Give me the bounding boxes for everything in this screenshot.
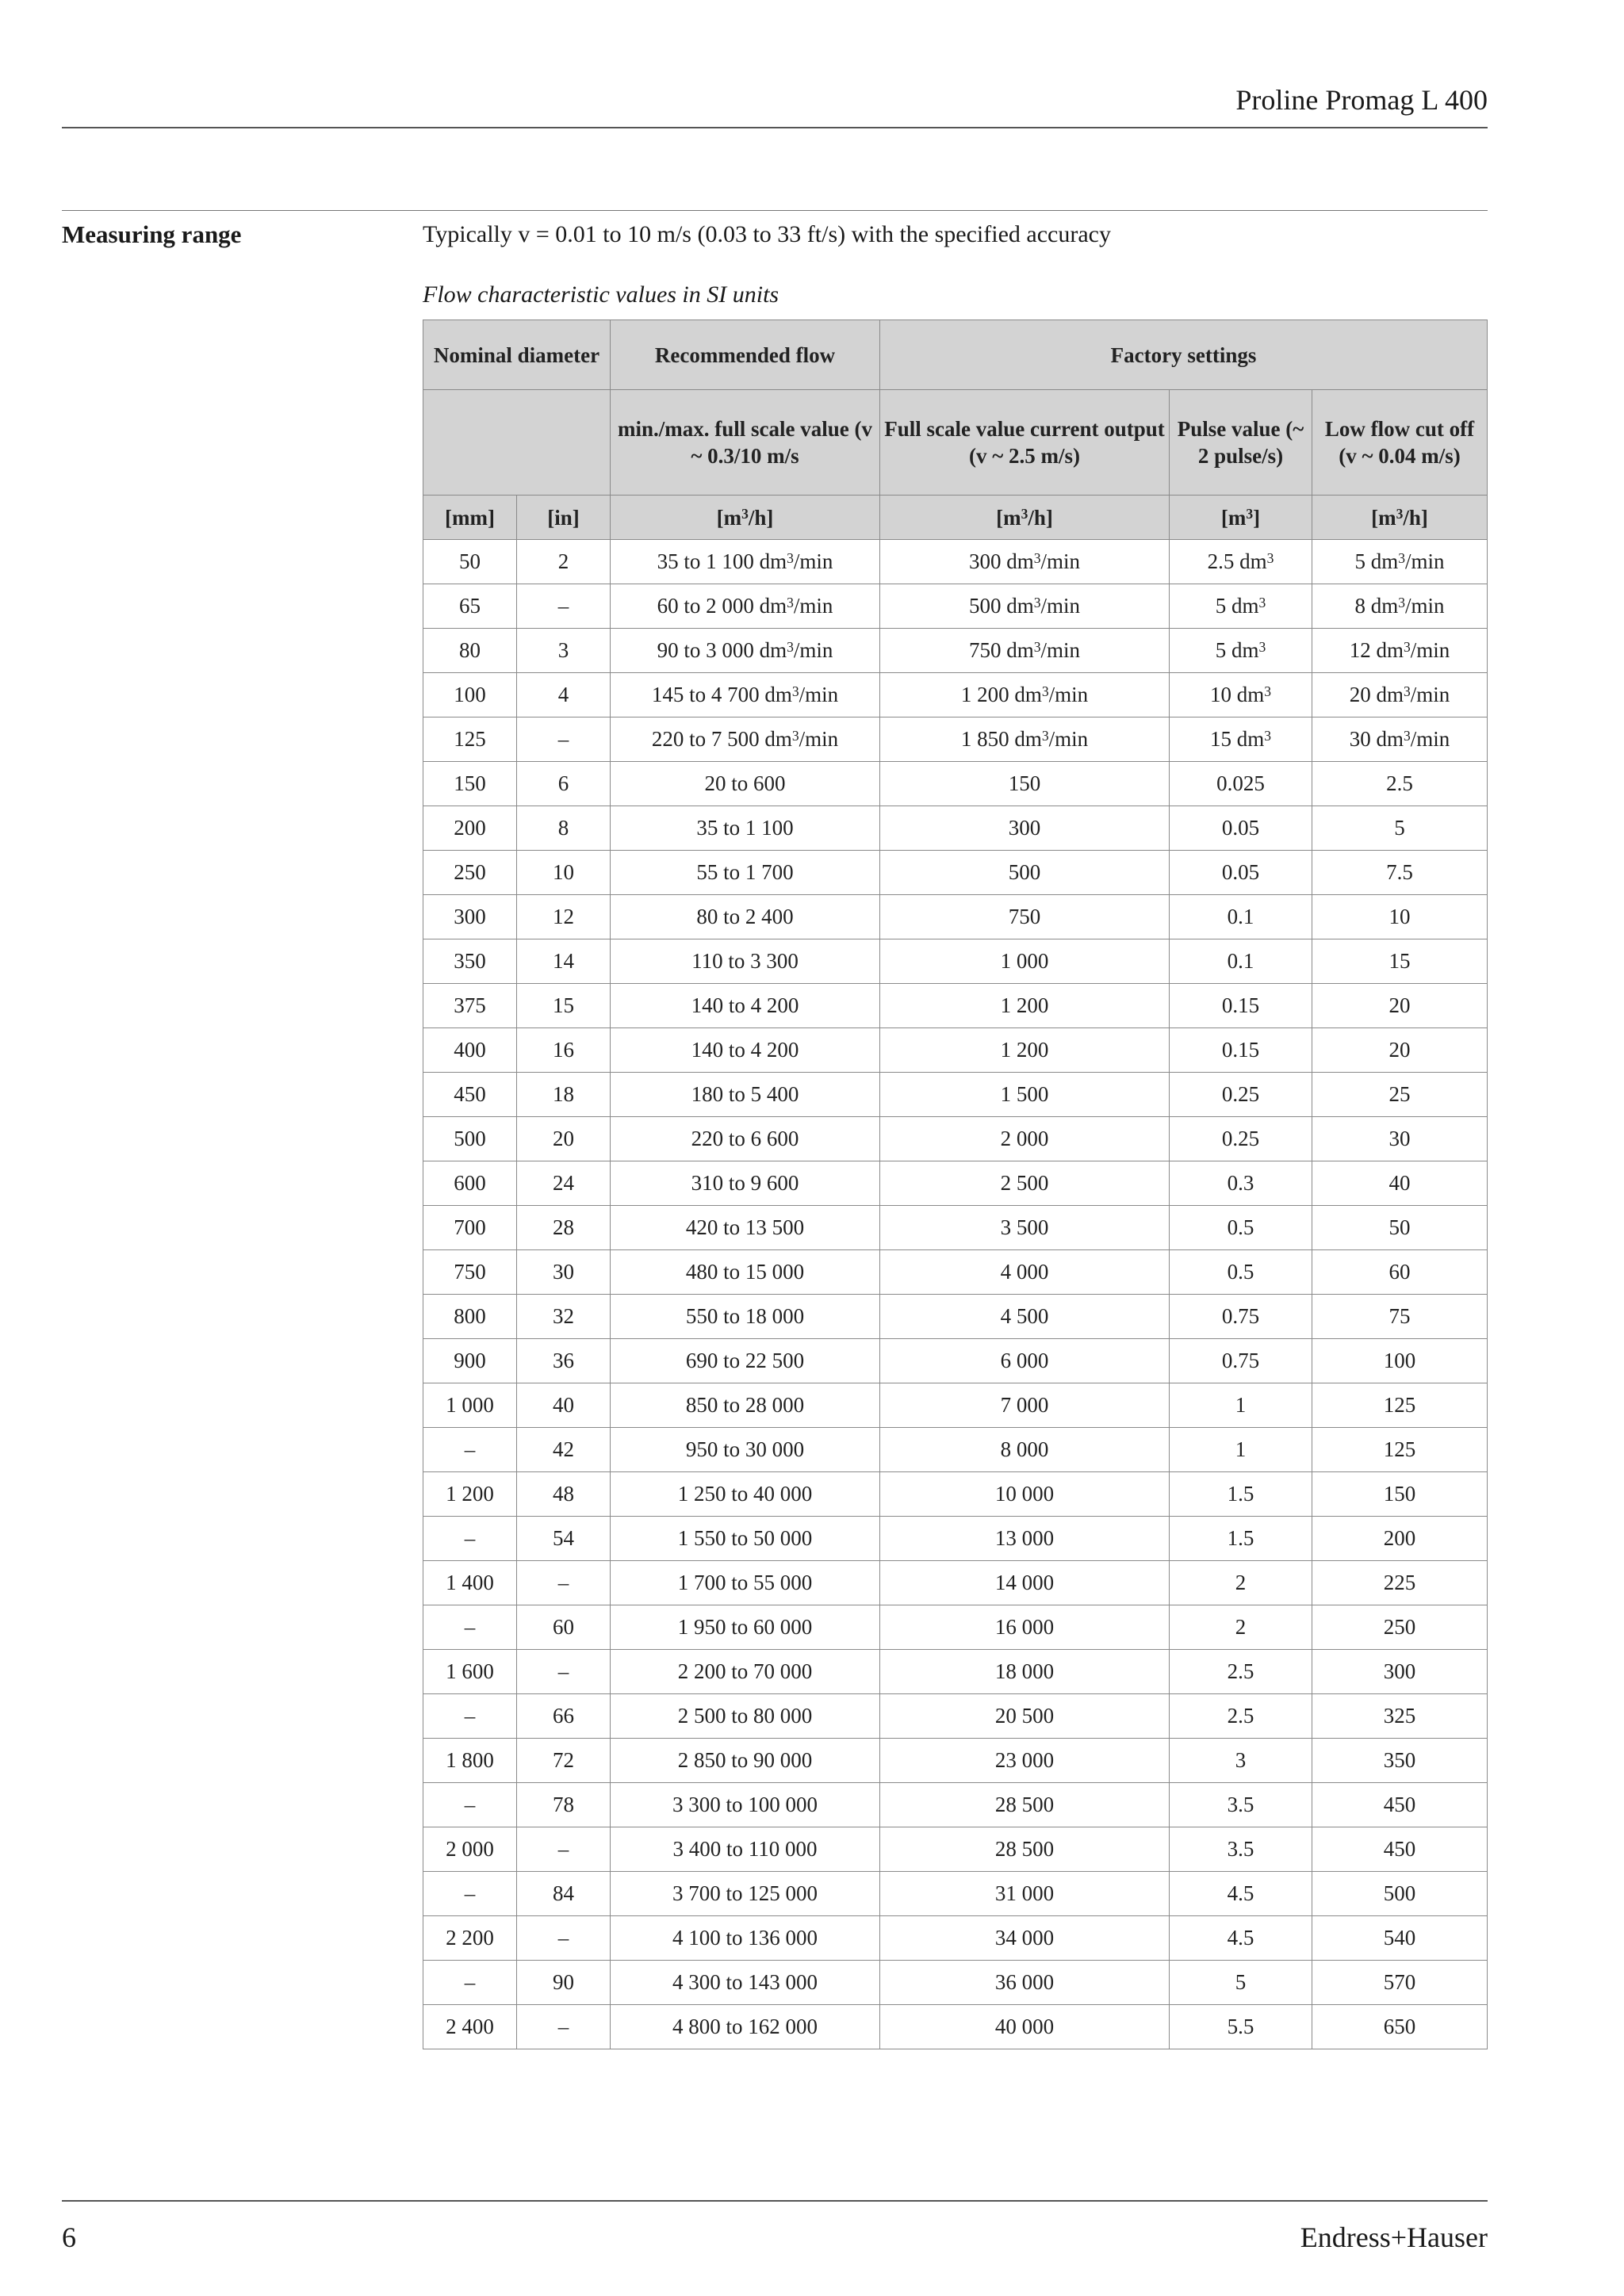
cell-recommended-flow: 140 to 4 200: [611, 984, 880, 1028]
table-row: [423, 1073, 1488, 1117]
header-factory-settings: Factory settings: [880, 320, 1488, 390]
cell-dn-mm: 250: [423, 851, 517, 895]
cell-dn-in: –: [517, 584, 611, 629]
cell-recommended-flow: 3 400 to 110 000: [611, 1827, 880, 1872]
cell-dn-mm: 80: [423, 629, 517, 673]
cell-dn-mm: 900: [423, 1339, 517, 1383]
table-row: [423, 673, 1488, 718]
cell-dn-in: 14: [517, 939, 611, 984]
flow-values-table: [423, 320, 1488, 2049]
cell-dn-in: 84: [517, 1872, 611, 1916]
header-rule: [62, 127, 1488, 128]
unit-pulse: $[m^3]$: [1170, 496, 1312, 540]
cell-pulse-value: 2.5 $dm^3$: [1170, 540, 1312, 584]
cell-pulse-value: 0.75: [1170, 1339, 1312, 1383]
cell-dn-in: 36: [517, 1339, 611, 1383]
cell-dn-mm: 600: [423, 1161, 517, 1206]
cell-low-flow-cut-off: 12 $dm^3/\min$: [1312, 629, 1488, 673]
cell-pulse-value: 2: [1170, 1605, 1312, 1650]
cell-recommended-flow: 180 to 5 400: [611, 1073, 880, 1117]
table-row: [423, 1694, 1488, 1739]
cell-pulse-value: 0.15: [1170, 984, 1312, 1028]
cell-low-flow-cut-off: 125: [1312, 1383, 1488, 1428]
cell-low-flow-cut-off: 60: [1312, 1250, 1488, 1295]
cell-recommended-flow: 4 800 to 162 000: [611, 2005, 880, 2049]
cell-recommended-flow: 3 300 to 100 000: [611, 1783, 880, 1827]
cell-dn-in: 8: [517, 806, 611, 851]
cell-recommended-flow: 80 to 2 400: [611, 895, 880, 939]
cell-full-scale-value: 1 500: [880, 1073, 1170, 1117]
footer-rule: [62, 2200, 1488, 2202]
cell-dn-mm: 200: [423, 806, 517, 851]
table-row: [423, 1117, 1488, 1161]
cell-recommended-flow: 220 to 7 500 $dm^3/\min$: [611, 718, 880, 762]
cell-full-scale-value: 13 000: [880, 1517, 1170, 1561]
table-row: [423, 1783, 1488, 1827]
cell-dn-mm: 125: [423, 718, 517, 762]
unit-low-flow: $[m^3/h]$: [1312, 496, 1488, 540]
table-row: [423, 2005, 1488, 2049]
cell-low-flow-cut-off: 500: [1312, 1872, 1488, 1916]
cell-pulse-value: 5 $dm^3$: [1170, 584, 1312, 629]
table-row: [423, 1916, 1488, 1961]
cell-dn-in: 54: [517, 1517, 611, 1561]
cell-dn-mm: 750: [423, 1250, 517, 1295]
table-row: [423, 718, 1488, 762]
cell-pulse-value: 0.025: [1170, 762, 1312, 806]
table-row: [423, 1561, 1488, 1605]
cell-low-flow-cut-off: 15: [1312, 939, 1488, 984]
cell-pulse-value: 4.5: [1170, 1872, 1312, 1916]
cell-dn-mm: –: [423, 1694, 517, 1739]
cell-recommended-flow: 2 200 to 70 000: [611, 1650, 880, 1694]
page-number: 6: [62, 2221, 76, 2253]
cell-low-flow-cut-off: 50: [1312, 1206, 1488, 1250]
cell-dn-mm: 350: [423, 939, 517, 984]
cell-full-scale-value: 4 500: [880, 1295, 1170, 1339]
cell-dn-mm: 100: [423, 673, 517, 718]
cell-pulse-value: 1.5: [1170, 1472, 1312, 1517]
unit-full-scale: $[m^3/h]$: [880, 496, 1170, 540]
cell-dn-in: 60: [517, 1605, 611, 1650]
cell-low-flow-cut-off: 7.5: [1312, 851, 1488, 895]
cell-full-scale-value: 2 000: [880, 1117, 1170, 1161]
cell-full-scale-value: 20 500: [880, 1694, 1170, 1739]
cell-low-flow-cut-off: 30 $dm^3/\min$: [1312, 718, 1488, 762]
cell-full-scale-value: 2 500: [880, 1161, 1170, 1206]
table-row: [423, 1961, 1488, 2005]
cell-dn-in: –: [517, 1827, 611, 1872]
cell-low-flow-cut-off: 150: [1312, 1472, 1488, 1517]
cell-low-flow-cut-off: 540: [1312, 1916, 1488, 1961]
cell-full-scale-value: 750 $dm^3/\min$: [880, 629, 1170, 673]
cell-dn-mm: 2 200: [423, 1916, 517, 1961]
unit-mm: [mm]: [423, 496, 517, 540]
cell-full-scale-value: 3 500: [880, 1206, 1170, 1250]
header-pulse-value: Pulse value (~ 2 pulse/s): [1170, 390, 1312, 496]
cell-recommended-flow: 310 to 9 600: [611, 1161, 880, 1206]
cell-low-flow-cut-off: 125: [1312, 1428, 1488, 1472]
table-caption: Flow characteristic values in SI units: [423, 281, 779, 308]
cell-dn-mm: –: [423, 1517, 517, 1561]
cell-full-scale-value: 1 200 $dm^3/\min$: [880, 673, 1170, 718]
cell-recommended-flow: 220 to 6 600: [611, 1117, 880, 1161]
cell-full-scale-value: 500: [880, 851, 1170, 895]
cell-dn-mm: 2 400: [423, 2005, 517, 2049]
cell-full-scale-value: 14 000: [880, 1561, 1170, 1605]
cell-dn-mm: 1 400: [423, 1561, 517, 1605]
cell-dn-in: 18: [517, 1073, 611, 1117]
cell-dn-mm: 1 000: [423, 1383, 517, 1428]
cell-dn-in: –: [517, 1650, 611, 1694]
cell-full-scale-value: 1 000: [880, 939, 1170, 984]
cell-pulse-value: 5 $dm^3$: [1170, 629, 1312, 673]
cell-full-scale-value: 34 000: [880, 1916, 1170, 1961]
cell-pulse-value: 2: [1170, 1561, 1312, 1605]
cell-dn-mm: 150: [423, 762, 517, 806]
cell-dn-mm: 2 000: [423, 1827, 517, 1872]
cell-low-flow-cut-off: 570: [1312, 1961, 1488, 2005]
table-row: [423, 1739, 1488, 1783]
cell-pulse-value: 5: [1170, 1961, 1312, 2005]
cell-low-flow-cut-off: 100: [1312, 1339, 1488, 1383]
cell-recommended-flow: 35 to 1 100 $dm^3/\min$: [611, 540, 880, 584]
cell-pulse-value: 10 $dm^3$: [1170, 673, 1312, 718]
table-row: [423, 1161, 1488, 1206]
cell-low-flow-cut-off: 450: [1312, 1827, 1488, 1872]
cell-full-scale-value: 10 000: [880, 1472, 1170, 1517]
table-row: [423, 1872, 1488, 1916]
table-row: [423, 984, 1488, 1028]
cell-pulse-value: 0.15: [1170, 1028, 1312, 1073]
table-row: [423, 1339, 1488, 1383]
cell-pulse-value: 2.5: [1170, 1694, 1312, 1739]
cell-dn-in: –: [517, 2005, 611, 2049]
cell-low-flow-cut-off: 350: [1312, 1739, 1488, 1783]
cell-pulse-value: 0.5: [1170, 1206, 1312, 1250]
cell-dn-mm: –: [423, 1428, 517, 1472]
cell-dn-in: 78: [517, 1783, 611, 1827]
cell-full-scale-value: 8 000: [880, 1428, 1170, 1472]
cell-dn-in: –: [517, 718, 611, 762]
cell-low-flow-cut-off: 25: [1312, 1073, 1488, 1117]
cell-recommended-flow: 480 to 15 000: [611, 1250, 880, 1295]
cell-recommended-flow: 4 300 to 143 000: [611, 1961, 880, 2005]
cell-dn-mm: –: [423, 1605, 517, 1650]
cell-dn-mm: 1 200: [423, 1472, 517, 1517]
cell-low-flow-cut-off: 8 $dm^3/\min$: [1312, 584, 1488, 629]
cell-recommended-flow: 20 to 600: [611, 762, 880, 806]
cell-pulse-value: 0.1: [1170, 939, 1312, 984]
cell-full-scale-value: 1 200: [880, 984, 1170, 1028]
cell-full-scale-value: 7 000: [880, 1383, 1170, 1428]
cell-recommended-flow: 1 250 to 40 000: [611, 1472, 880, 1517]
unit-in: [in]: [517, 496, 611, 540]
cell-pulse-value: 1: [1170, 1428, 1312, 1472]
cell-pulse-value: 2.5: [1170, 1650, 1312, 1694]
cell-recommended-flow: 3 700 to 125 000: [611, 1872, 880, 1916]
cell-pulse-value: 3.5: [1170, 1783, 1312, 1827]
cell-dn-in: 40: [517, 1383, 611, 1428]
cell-dn-mm: 500: [423, 1117, 517, 1161]
cell-recommended-flow: 4 100 to 136 000: [611, 1916, 880, 1961]
cell-dn-mm: 450: [423, 1073, 517, 1117]
table-row: [423, 1250, 1488, 1295]
cell-full-scale-value: 18 000: [880, 1650, 1170, 1694]
header-nominal-diameter: Nominal diameter: [423, 320, 611, 390]
cell-dn-mm: 700: [423, 1206, 517, 1250]
cell-recommended-flow: 1 700 to 55 000: [611, 1561, 880, 1605]
cell-full-scale-value: 23 000: [880, 1739, 1170, 1783]
cell-full-scale-value: 6 000: [880, 1339, 1170, 1383]
cell-pulse-value: 0.1: [1170, 895, 1312, 939]
cell-recommended-flow: 140 to 4 200: [611, 1028, 880, 1073]
cell-dn-in: 10: [517, 851, 611, 895]
cell-pulse-value: 0.05: [1170, 851, 1312, 895]
cell-full-scale-value: 36 000: [880, 1961, 1170, 2005]
cell-full-scale-value: 150: [880, 762, 1170, 806]
cell-dn-in: –: [517, 1916, 611, 1961]
cell-full-scale-value: 40 000: [880, 2005, 1170, 2049]
cell-full-scale-value: 300 $dm^3/\min$: [880, 540, 1170, 584]
cell-full-scale-value: 28 500: [880, 1783, 1170, 1827]
cell-pulse-value: 5.5: [1170, 2005, 1312, 2049]
table-row: [423, 895, 1488, 939]
cell-dn-mm: 65: [423, 584, 517, 629]
cell-full-scale-value: 1 850 $dm^3/\min$: [880, 718, 1170, 762]
cell-recommended-flow: 2 500 to 80 000: [611, 1694, 880, 1739]
table-row: [423, 851, 1488, 895]
cell-recommended-flow: 1 950 to 60 000: [611, 1605, 880, 1650]
table-row: [423, 939, 1488, 984]
cell-low-flow-cut-off: 450: [1312, 1783, 1488, 1827]
document-header-title: Proline Promag L 400: [1235, 84, 1488, 116]
section-title: Measuring range: [62, 220, 242, 248]
cell-dn-in: 72: [517, 1739, 611, 1783]
cell-full-scale-value: 300: [880, 806, 1170, 851]
cell-recommended-flow: 420 to 13 500: [611, 1206, 880, 1250]
cell-recommended-flow: 690 to 22 500: [611, 1339, 880, 1383]
table-row: [423, 1028, 1488, 1073]
cell-recommended-flow: 950 to 30 000: [611, 1428, 880, 1472]
cell-recommended-flow: 55 to 1 700: [611, 851, 880, 895]
cell-dn-mm: 1 800: [423, 1739, 517, 1783]
cell-dn-in: 28: [517, 1206, 611, 1250]
table-row: [423, 540, 1488, 584]
cell-full-scale-value: 750: [880, 895, 1170, 939]
cell-dn-mm: –: [423, 1961, 517, 2005]
cell-dn-mm: –: [423, 1783, 517, 1827]
cell-dn-in: 4: [517, 673, 611, 718]
cell-recommended-flow: 145 to 4 700 $dm^3/\min$: [611, 673, 880, 718]
cell-dn-in: 15: [517, 984, 611, 1028]
cell-dn-in: 20: [517, 1117, 611, 1161]
table-row: [423, 762, 1488, 806]
table-row: [423, 1517, 1488, 1561]
table-row: [423, 806, 1488, 851]
cell-dn-in: 24: [517, 1161, 611, 1206]
cell-low-flow-cut-off: 225: [1312, 1561, 1488, 1605]
cell-full-scale-value: 500 $dm^3/\min$: [880, 584, 1170, 629]
cell-dn-mm: 300: [423, 895, 517, 939]
cell-low-flow-cut-off: 650: [1312, 2005, 1488, 2049]
cell-low-flow-cut-off: 5 $dm^3/\min$: [1312, 540, 1488, 584]
table-row: [423, 1650, 1488, 1694]
cell-dn-in: 6: [517, 762, 611, 806]
cell-recommended-flow: 60 to 2 000 $dm^3/\min$: [611, 584, 880, 629]
cell-dn-in: 32: [517, 1295, 611, 1339]
cell-recommended-flow: 850 to 28 000: [611, 1383, 880, 1428]
header-recommended-flow: Recommended flow: [611, 320, 880, 390]
cell-pulse-value: 1.5: [1170, 1517, 1312, 1561]
cell-pulse-value: 3.5: [1170, 1827, 1312, 1872]
header-low-flow-cut-off: Low flow cut off (v ~ 0.04 m/s): [1312, 390, 1488, 496]
cell-pulse-value: 0.25: [1170, 1073, 1312, 1117]
cell-dn-mm: 375: [423, 984, 517, 1028]
cell-low-flow-cut-off: 20: [1312, 984, 1488, 1028]
table-row: [423, 1206, 1488, 1250]
cell-low-flow-cut-off: 20: [1312, 1028, 1488, 1073]
table-row: [423, 1383, 1488, 1428]
table-row: [423, 1428, 1488, 1472]
cell-pulse-value: 15 $dm^3$: [1170, 718, 1312, 762]
cell-dn-in: 30: [517, 1250, 611, 1295]
table-row: [423, 629, 1488, 673]
cell-recommended-flow: 35 to 1 100: [611, 806, 880, 851]
cell-dn-mm: 800: [423, 1295, 517, 1339]
cell-low-flow-cut-off: 75: [1312, 1295, 1488, 1339]
header-min-max-full-scale: min./max. full scale value (v ~ 0.3/10 m/s: [611, 390, 880, 496]
cell-pulse-value: 0.5: [1170, 1250, 1312, 1295]
table-row: [423, 1472, 1488, 1517]
cell-recommended-flow: 2 850 to 90 000: [611, 1739, 880, 1783]
cell-pulse-value: 0.75: [1170, 1295, 1312, 1339]
cell-low-flow-cut-off: 40: [1312, 1161, 1488, 1206]
cell-dn-in: 12: [517, 895, 611, 939]
cell-pulse-value: 3: [1170, 1739, 1312, 1783]
cell-dn-in: 90: [517, 1961, 611, 2005]
cell-low-flow-cut-off: 30: [1312, 1117, 1488, 1161]
unit-recommended-flow: $[m^3/h]$: [611, 496, 880, 540]
cell-dn-mm: –: [423, 1872, 517, 1916]
cell-pulse-value: 0.3: [1170, 1161, 1312, 1206]
cell-dn-mm: 1 600: [423, 1650, 517, 1694]
cell-recommended-flow: 550 to 18 000: [611, 1295, 880, 1339]
cell-low-flow-cut-off: 20 $dm^3/\min$: [1312, 673, 1488, 718]
cell-low-flow-cut-off: 300: [1312, 1650, 1488, 1694]
cell-dn-in: 42: [517, 1428, 611, 1472]
cell-low-flow-cut-off: 250: [1312, 1605, 1488, 1650]
cell-dn-mm: 50: [423, 540, 517, 584]
cell-dn-in: 66: [517, 1694, 611, 1739]
cell-low-flow-cut-off: 10: [1312, 895, 1488, 939]
table-row: [423, 1605, 1488, 1650]
table-row: [423, 1827, 1488, 1872]
header-nominal-blank: [423, 390, 611, 496]
cell-dn-in: 48: [517, 1472, 611, 1517]
cell-low-flow-cut-off: 200: [1312, 1517, 1488, 1561]
footer-brand: Endress+Hauser: [1300, 2221, 1488, 2253]
table-row: [423, 1295, 1488, 1339]
table-row: [423, 584, 1488, 629]
section-intro: Typically v = 0.01 to 10 m/s (0.03 to 33 ft/s) with the specified accuracy: [423, 221, 1111, 247]
cell-dn-mm: 400: [423, 1028, 517, 1073]
cell-dn-in: 3: [517, 629, 611, 673]
cell-full-scale-value: 16 000: [880, 1605, 1170, 1650]
cell-pulse-value: 0.05: [1170, 806, 1312, 851]
cell-pulse-value: 0.25: [1170, 1117, 1312, 1161]
cell-dn-in: 2: [517, 540, 611, 584]
cell-dn-in: 16: [517, 1028, 611, 1073]
cell-pulse-value: 4.5: [1170, 1916, 1312, 1961]
cell-pulse-value: 1: [1170, 1383, 1312, 1428]
cell-recommended-flow: 90 to 3 000 $dm^3/\min$: [611, 629, 880, 673]
cell-recommended-flow: 110 to 3 300: [611, 939, 880, 984]
cell-full-scale-value: 1 200: [880, 1028, 1170, 1073]
header-full-scale-current-output: Full scale value current output (v ~ 2.5 m/s): [880, 390, 1170, 496]
cell-low-flow-cut-off: 325: [1312, 1694, 1488, 1739]
cell-dn-in: –: [517, 1561, 611, 1605]
section-rule: [62, 210, 1488, 211]
cell-full-scale-value: 4 000: [880, 1250, 1170, 1295]
cell-recommended-flow: 1 550 to 50 000: [611, 1517, 880, 1561]
cell-low-flow-cut-off: 2.5: [1312, 762, 1488, 806]
cell-full-scale-value: 31 000: [880, 1872, 1170, 1916]
cell-low-flow-cut-off: 5: [1312, 806, 1488, 851]
cell-full-scale-value: 28 500: [880, 1827, 1170, 1872]
